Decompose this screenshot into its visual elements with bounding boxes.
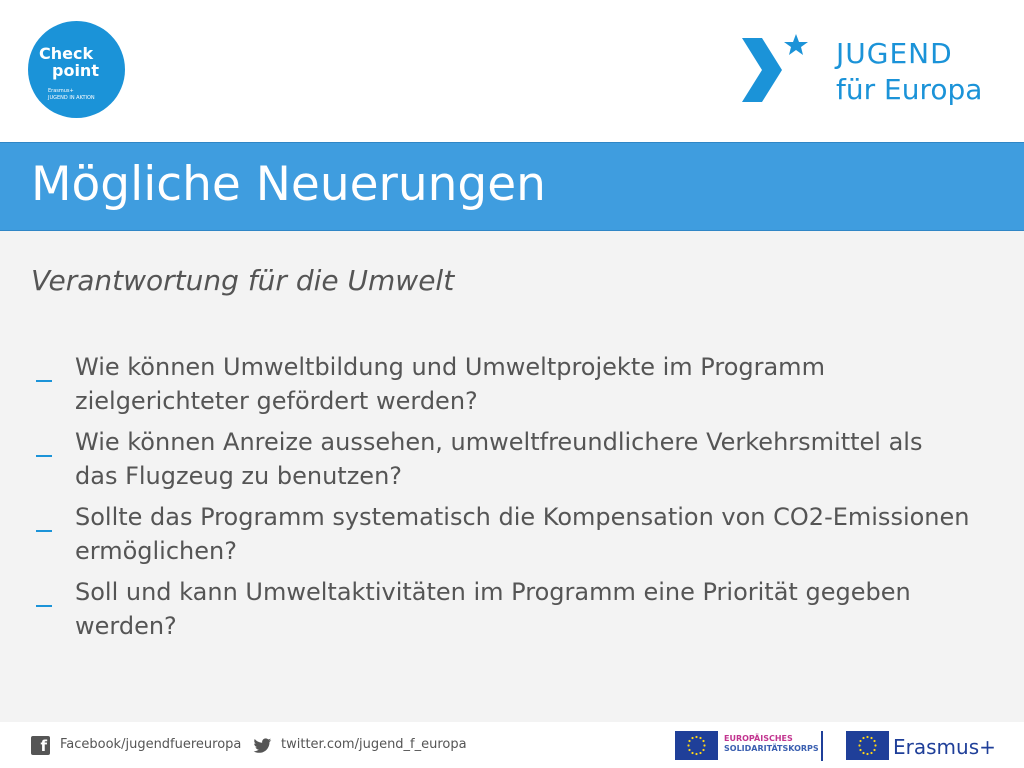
footer	[0, 722, 1024, 768]
jfe-logo-line1: JUGEND	[836, 37, 953, 70]
bullet-item	[32, 500, 972, 568]
facebook-link[interactable]: Facebook/jugendfuereuropa	[60, 737, 242, 752]
footer-divider	[821, 731, 823, 761]
esc-logo-text	[724, 734, 819, 754]
checkpoint-logo-line2: point	[52, 61, 99, 80]
slide-title: Mögliche Neuerungen	[31, 157, 546, 212]
eu-flag-icon	[675, 731, 718, 760]
twitter-link[interactable]: twitter.com/jugend_f_europa	[281, 737, 467, 752]
bullet-dash-icon	[36, 508, 52, 532]
facebook-icon[interactable]: f	[31, 736, 50, 755]
bullet-dash-icon	[36, 358, 52, 382]
bullet-item	[32, 575, 972, 643]
twitter-icon[interactable]	[253, 737, 272, 755]
jfe-chevron-star-icon	[740, 30, 810, 106]
bullet-item	[32, 350, 972, 418]
jugend-fuer-europa-logo	[740, 30, 1000, 110]
checkpoint-logo-sub1: Erasmus+	[48, 88, 74, 94]
checkpoint-logo-line1: Check	[39, 44, 94, 63]
slide-subtitle: Verantwortung für die Umwelt	[31, 264, 455, 297]
bullet-text: Wie können Umweltbildung und Umweltprojekte im Programm zielgerichteter gefördert werden?	[75, 353, 825, 415]
bullet-dash-icon	[36, 433, 52, 457]
esc-line1: EUROPÄISCHES	[724, 734, 793, 743]
bullet-dash-icon	[36, 583, 52, 607]
erasmus-logo-text: Erasmus+	[893, 735, 996, 759]
header	[0, 0, 1024, 142]
checkpoint-logo-sub2: JUGEND IN AKTION	[48, 95, 95, 101]
title-bar	[0, 142, 1024, 231]
bullet-text: Soll und kann Umweltaktivitäten im Programm eine Priorität gegeben werden?	[75, 578, 911, 640]
bullet-text: Wie können Anreize aussehen, umweltfreundlichere Verkehrsmittel als das Flugzeug zu benutzen?	[75, 428, 923, 490]
bullet-list	[32, 350, 972, 650]
eu-flag-icon	[846, 731, 889, 760]
esc-line2: SOLIDARITÄTSKORPS	[724, 744, 819, 753]
bullet-text: Sollte das Programm systematisch die Kompensation von CO2-Emissionen ermöglichen?	[75, 503, 970, 565]
jfe-logo-line2: für Europa	[836, 73, 983, 106]
checkpoint-logo	[28, 21, 125, 118]
bullet-item	[32, 425, 972, 493]
